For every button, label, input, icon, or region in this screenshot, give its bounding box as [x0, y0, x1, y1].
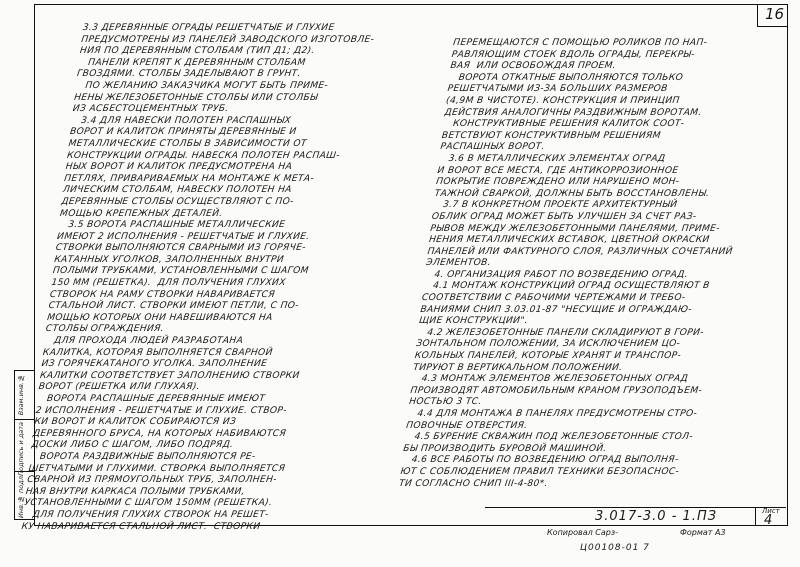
text-line: ИЗ АСБЕСТОЦЕМЕНТНЫХ ТРУБ.	[72, 104, 230, 115]
text-line: ДЕРЕВЯННОГО БРУСА, НА КОТОРЫХ НАБИВАЮТСЯ	[32, 428, 287, 439]
sheet-number: 4	[764, 513, 773, 528]
text-line: (4,9М В ЧИСТОТЕ). КОНСТРУКЦИЯ И ПРИНЦИП	[445, 95, 681, 106]
text-line: ШЕТЧАТЫМИ И ГЛУХИМИ. СТВОРКА ВЫПОЛНЯЕТСЯ	[27, 463, 286, 474]
text-line: ГВОЗДЯМИ. СТОЛБЫ ЗАДЕЛЫВАЮТ В ГРУНТ.	[76, 69, 302, 80]
text-line: НЕНЫ ЖЕЛЕЗОБЕТОННЫЕ СТОЛБЫ ИЛИ СТОЛБЫ	[73, 92, 319, 103]
text-line: СООТВЕТСТВИИ С РАБОЧИМИ ЧЕРТЕЖАМИ И ТРЕБО-	[421, 293, 686, 304]
text-line: КОНСТРУКТИВНЫЕ РЕШЕНИЯ КАЛИТОК СООТ-	[442, 119, 685, 130]
text-line: ПОВОЧНЫЕ ОТВЕРСТИЯ.	[405, 420, 529, 431]
text-line: ПЕТЛЯХ, ПРИВАРИВАЕМЫХ НА МОНТАЖЕ К МЕТА-	[63, 173, 315, 184]
text-line: ДОСКИ ЛИБО С ШАГОМ, ЛИБО ПОДРЯД.	[30, 440, 234, 451]
order-number: Ц00108-01 7	[580, 543, 650, 553]
text-line: 3.5 ВОРОТА РАСПАШНЫЕ МЕТАЛЛИЧЕСКИЕ	[57, 220, 286, 231]
paper-format: Формат А3	[680, 528, 726, 537]
text-line: КОНСТРУКЦИИ ОГРАДЫ. НАВЕСКА ПОЛОТЕН РАСПАШ-	[66, 150, 341, 161]
text-line: 4.1 МОНТАЖ КОНСТРУКЦИЙ ОГРАД ОСУЩЕСТВЛЯЮТ В	[422, 281, 711, 292]
text-line: ПАНЕЛЕЙ ИЛИ ФАКТУРНОГО СЛОЯ, РАЗЛИЧНЫХ СОЧЕТАНИЙ	[426, 246, 734, 257]
text-line: СТВОРОК НА РАМУ СТВОРКИ НАВАРИВАЕТСЯ	[49, 289, 276, 300]
text-line: СТВОРКИ ВЫПОЛНЯЮТСЯ СВАРНЫМИ ИЗ ГОРЯЧЕ-	[55, 243, 307, 254]
text-line: ПОКРЫТИЕ ПОВРЕЖДЕНО ИЛИ НАРУШЕНО МОН-	[435, 177, 680, 188]
text-line: ТАЖНОЙ СВАРКОЙ, ДОЛЖНЫ БЫТЬ ВОССТАНОВЛЕНЫ.	[434, 188, 711, 199]
text-line: ВАЯ ИЛИ ОСВОБОЖДАЯ ПРОЕМ.	[449, 61, 617, 72]
side-cell	[15, 371, 34, 420]
text-line: ПРОИЗВОДЯТ АВТОМОБИЛЬНЫМ КРАНОМ ГРУЗОПОДЪЕМ-	[409, 385, 703, 396]
text-line: 2 ИСПОЛНЕНИЯ - РЕШЕТЧАТЫЕ И ГЛУХИЕ. СТВОР-	[35, 405, 288, 416]
text-line: ЮТ С СОБЛЮДЕНИЕМ ПРАВИЛ ТЕХНИКИ БЕЗОПАСНОС-	[399, 466, 680, 477]
text-line: ВОРОТА РАЗДВИЖНЫЕ ВЫПОЛНЯЮТСЯ РЕ-	[29, 451, 257, 462]
text-line: ИЗ ГОРЯЧЕКАТАНОГО УГОЛКА. ЗАПОЛНЕНИЕ	[40, 359, 268, 370]
text-line: ДЕЙСТВИЯ АНАЛОГИЧНЫ РАЗДВИЖНЫМ ВОРОТАМ.	[443, 107, 703, 118]
top-sheet-number: 16	[765, 5, 785, 23]
text-line: ВОРОТА РАСПАШНЫЕ ДЕРЕВЯННЫЕ ИМЕЮТ	[36, 394, 266, 404]
text-line: 4. ОРГАНИЗАЦИЯ РАБОТ ПО ВОЗВЕДЕНИЮ ОГРАД.	[424, 269, 689, 280]
text-line: ДЕРЕВЯННЫЕ СТОЛБЫ ОСУЩЕСТВЛЯЮТ С ПО-	[60, 196, 295, 207]
text-line: КАЛИТКА, КОТОРАЯ ВЫПОЛНЯЕТСЯ СВАРНОЙ	[42, 347, 274, 358]
text-line: ВАНИЯМИ СНИП 3.03.01-87 "НЕСУЩИЕ И ОГРАЖДАЮ-	[419, 304, 693, 315]
text-line: КУ НАВАРИВАЕТСЯ СТАЛЬНОЙ ЛИСТ. СТВОРКИ	[20, 521, 261, 532]
text-line: ОБЛИК ОГРАД МОЖЕТ БЫТЬ УЛУЧШЕН ЗА СЧЕТ РАЗ-	[431, 211, 698, 222]
text-line: СТАЛЬНОЙ ЛИСТ. СТВОРКИ ИМЕЮТ ПЕТЛИ, С ПО-	[47, 301, 300, 312]
text-line: МЕТАЛЛИЧЕСКИЕ СТОЛБЫ В ЗАВИСИМОСТИ ОТ	[67, 138, 308, 149]
text-line: 4.3 МОНТАЖ ЭЛЕМЕНТОВ ЖЕЛЕЗОБЕТОННЫХ ОГРАД	[411, 374, 689, 385]
text-line: ДЛЯ ПОЛУЧЕНИЯ ГЛУХИХ СТВОРОК НА РЕШЕТ-	[22, 509, 270, 520]
text-line: ЭЛЕМЕНТОВ.	[425, 258, 492, 269]
text-line: 4.4 ДЛЯ МОНТАЖА В ПАНЕЛЯХ ПРЕДУСМОТРЕНЫ СТРО-	[406, 409, 698, 419]
text-line: ЩИЕ КОНСТРУКЦИИ".	[418, 316, 529, 327]
text-line: 4.2 ЖЕЛЕЗОБЕТОННЫЕ ПАНЕЛИ СКЛАДИРУЮТ В ГОРИ-	[416, 327, 705, 338]
text-line: 3.4 ДЛЯ НАВЕСКИ ПОЛОТЕН РАСПАШНЫХ	[70, 115, 292, 126]
side-cell	[15, 419, 34, 476]
text-line: ПОЛЫМИ ТРУБКАМИ, УСТАНОВЛЕННЫМИ С ШАГОМ	[52, 266, 310, 277]
sheet-label: Лист	[762, 507, 780, 515]
text-line: НИЯ ПО ДЕРЕВЯННЫМ СТОЛБАМ (ТИП Д1; Д2).	[79, 46, 316, 57]
text-line: ТИ СОГЛАСНО СНИП III-4-80*.	[398, 478, 549, 489]
side-label-inventory: Инв.№ подл.	[17, 474, 25, 519]
text-line: ВОРОТА ОТКАТНЫЕ ВЫПОЛНЯЮТСЯ ТОЛЬКО	[448, 72, 684, 83]
text-line: 3.6 В МЕТАЛЛИЧЕСКИХ ЭЛЕМЕНТАХ ОГРАД	[438, 153, 666, 164]
text-line: ПАНЕЛИ КРЕПЯТ К ДЕРЕВЯННЫМ СТОЛБАМ	[77, 57, 307, 68]
text-line: ПРЕДУСМОТРЕНЫ ИЗ ПАНЕЛЕЙ ЗАВОДСКОГО ИЗГОТОВЛЕ-	[80, 34, 375, 45]
text-line: РАВЛЯЮЩИМ СТОЕК ВДОЛЬ ОГРАДЫ, ПЕРЕКРЫ-	[451, 49, 696, 60]
text-line: БЫ ПРОИЗВОДИТЬ БУРОВОЙ МАШИНОЙ.	[402, 443, 608, 454]
copied-by: Копировал Сарз-	[547, 528, 618, 537]
right-text-column	[398, 38, 778, 490]
text-line: 150 ММ (РЕШЕТКА). ДЛЯ ПОЛУЧЕНИЯ ГЛУХИХ	[50, 278, 287, 289]
side-cell	[15, 471, 34, 518]
text-line: РЫВОВ МЕЖДУ ЖЕЛЕЗОБЕТОННЫМИ ПАНЕЛЯМИ, ПРИМЕ-	[429, 223, 721, 234]
text-line: НЕНИЯ МЕТАЛЛИЧЕСКИХ ВСТАВОК, ЦВЕТНОЙ ОКРАСКИ	[428, 235, 711, 246]
text-line: 4.6 ВСЕ РАБОТЫ ПО ВОЗВЕДЕНИЮ ОГРАД ВЫПОЛНЯ-	[401, 455, 680, 466]
text-line: КАЛИТКИ СООТВЕТСТВУЕТ ЗАПОЛНЕНИЮ СТВОРКИ	[39, 370, 301, 381]
text-line: РЕШЕТЧАТЫМИ ИЗ-ЗА БОЛЬШИХ РАЗМЕРОВ	[446, 84, 669, 95]
text-line: УСТАНОВЛЕННЫМИ С ШАГОМ 150ММ (РЕШЕТКА).	[23, 498, 273, 509]
text-line: ВОРОТ (РЕШЕТКА ИЛИ ГЛУХАЯ).	[37, 382, 201, 393]
text-line: ЛИЧЕСКИМ СТОЛБАМ, НАВЕСКУ ПОЛОТЕН НА	[62, 185, 293, 196]
text-line: РАСПАШНЫХ ВОРОТ.	[439, 142, 546, 153]
text-line: КИ ВОРОТ И КАЛИТОК СОБИРАЮТСЯ ИЗ	[33, 417, 237, 428]
text-line: ТИРУЮТ В ВЕРТИКАЛЬНОМ ПОЛОЖЕНИИ.	[412, 362, 624, 373]
side-label-signature: Подпись и дата	[17, 422, 25, 476]
text-line: 3.7 В КОНКРЕТНОМ ПРОЕКТЕ АРХИТЕКТУРНЫЙ	[432, 200, 678, 211]
text-line: ЗОНТАЛЬНОМ ПОЛОЖЕНИИ, ЗА ИСКЛЮЧЕНИЕМ ЦО-	[415, 339, 681, 350]
title-block	[485, 507, 786, 525]
title-block-divider	[755, 508, 756, 525]
document-code: 3.017-3.0 - 1.ПЗ	[595, 509, 718, 524]
text-line: МОЩЬЮ КРЕПЕЖНЫХ ДЕТАЛЕЙ.	[59, 208, 224, 219]
text-line: МОЩЬЮ КОТОРЫХ ОНИ НАВЕШИВАЮТСЯ НА	[46, 312, 274, 323]
text-line: ВЕТСТВУЮТ КОНСТРУКТИВНЫМ РЕШЕНИЯМ	[441, 130, 662, 141]
text-line: НАЯ ВНУТРИ КАРКАСА ПОЛЫМИ ТРУБКАМИ,	[25, 486, 246, 497]
text-line: ВОРОТ И КАЛИТОК ПРИНЯТЫ ДЕРЕВЯННЫЕ И	[69, 127, 298, 138]
text-line: НОСТЬЮ 3 ТС.	[408, 397, 483, 408]
text-line: НЫХ ВОРОТ И КАЛИТОК ПРЕДУСМОТРЕНА НА	[65, 162, 293, 173]
text-line: СВАРНОЙ ИЗ ПРЯМОУГОЛЬНЫХ ТРУБ, ЗАПОЛНЕН-	[26, 475, 278, 486]
text-line: ПО ЖЕЛАНИЮ ЗАКАЗЧИКА МОГУТ БЫТЬ ПРИМЕ-	[74, 80, 329, 91]
left-text-column	[21, 23, 446, 533]
text-line: 4.5 БУРЕНИЕ СКВАЖИН ПОД ЖЕЛЕЗОБЕТОННЫЕ СТОЛ-	[404, 432, 694, 443]
text-line: 3.3 ДЕРЕВЯННЫЕ ОГРАДЫ РЕШЕТЧАТЫЕ И ГЛУХИЕ	[82, 23, 336, 33]
text-line: И ВОРОТ ВСЕ МЕСТА, ГДЕ АНТИКОРРОЗИОННОЕ	[436, 165, 679, 176]
side-label-substitution: Взам.инв.№	[17, 374, 25, 416]
side-stamp	[14, 370, 35, 520]
text-line: ИМЕЮТ 2 ИСПОЛНЕНИЯ - РЕШЕТЧАТЫЕ И ГЛУХИЕ.	[56, 231, 311, 242]
text-line: СТОЛБЫ ОГРАЖДЕНИЯ.	[45, 324, 165, 335]
text-line: ДЛЯ ПРОХОДА ЛЮДЕЙ РАЗРАБОТАНА	[43, 336, 244, 347]
text-line: КАТАННЫХ УГОЛКОВ, ЗАПОЛНЕННЫХ ВНУТРИ	[53, 254, 285, 265]
text-line: КОЛЬНЫХ ПАНЕЛЕЙ, КОТОРЫЕ ХРАНЯТ И ТРАНСПОР-	[414, 351, 682, 362]
text-line: ПЕРЕМЕЩАЮТСЯ С ПОМОЩЬЮ РОЛИКОВ ПО НАП-	[452, 38, 708, 48]
